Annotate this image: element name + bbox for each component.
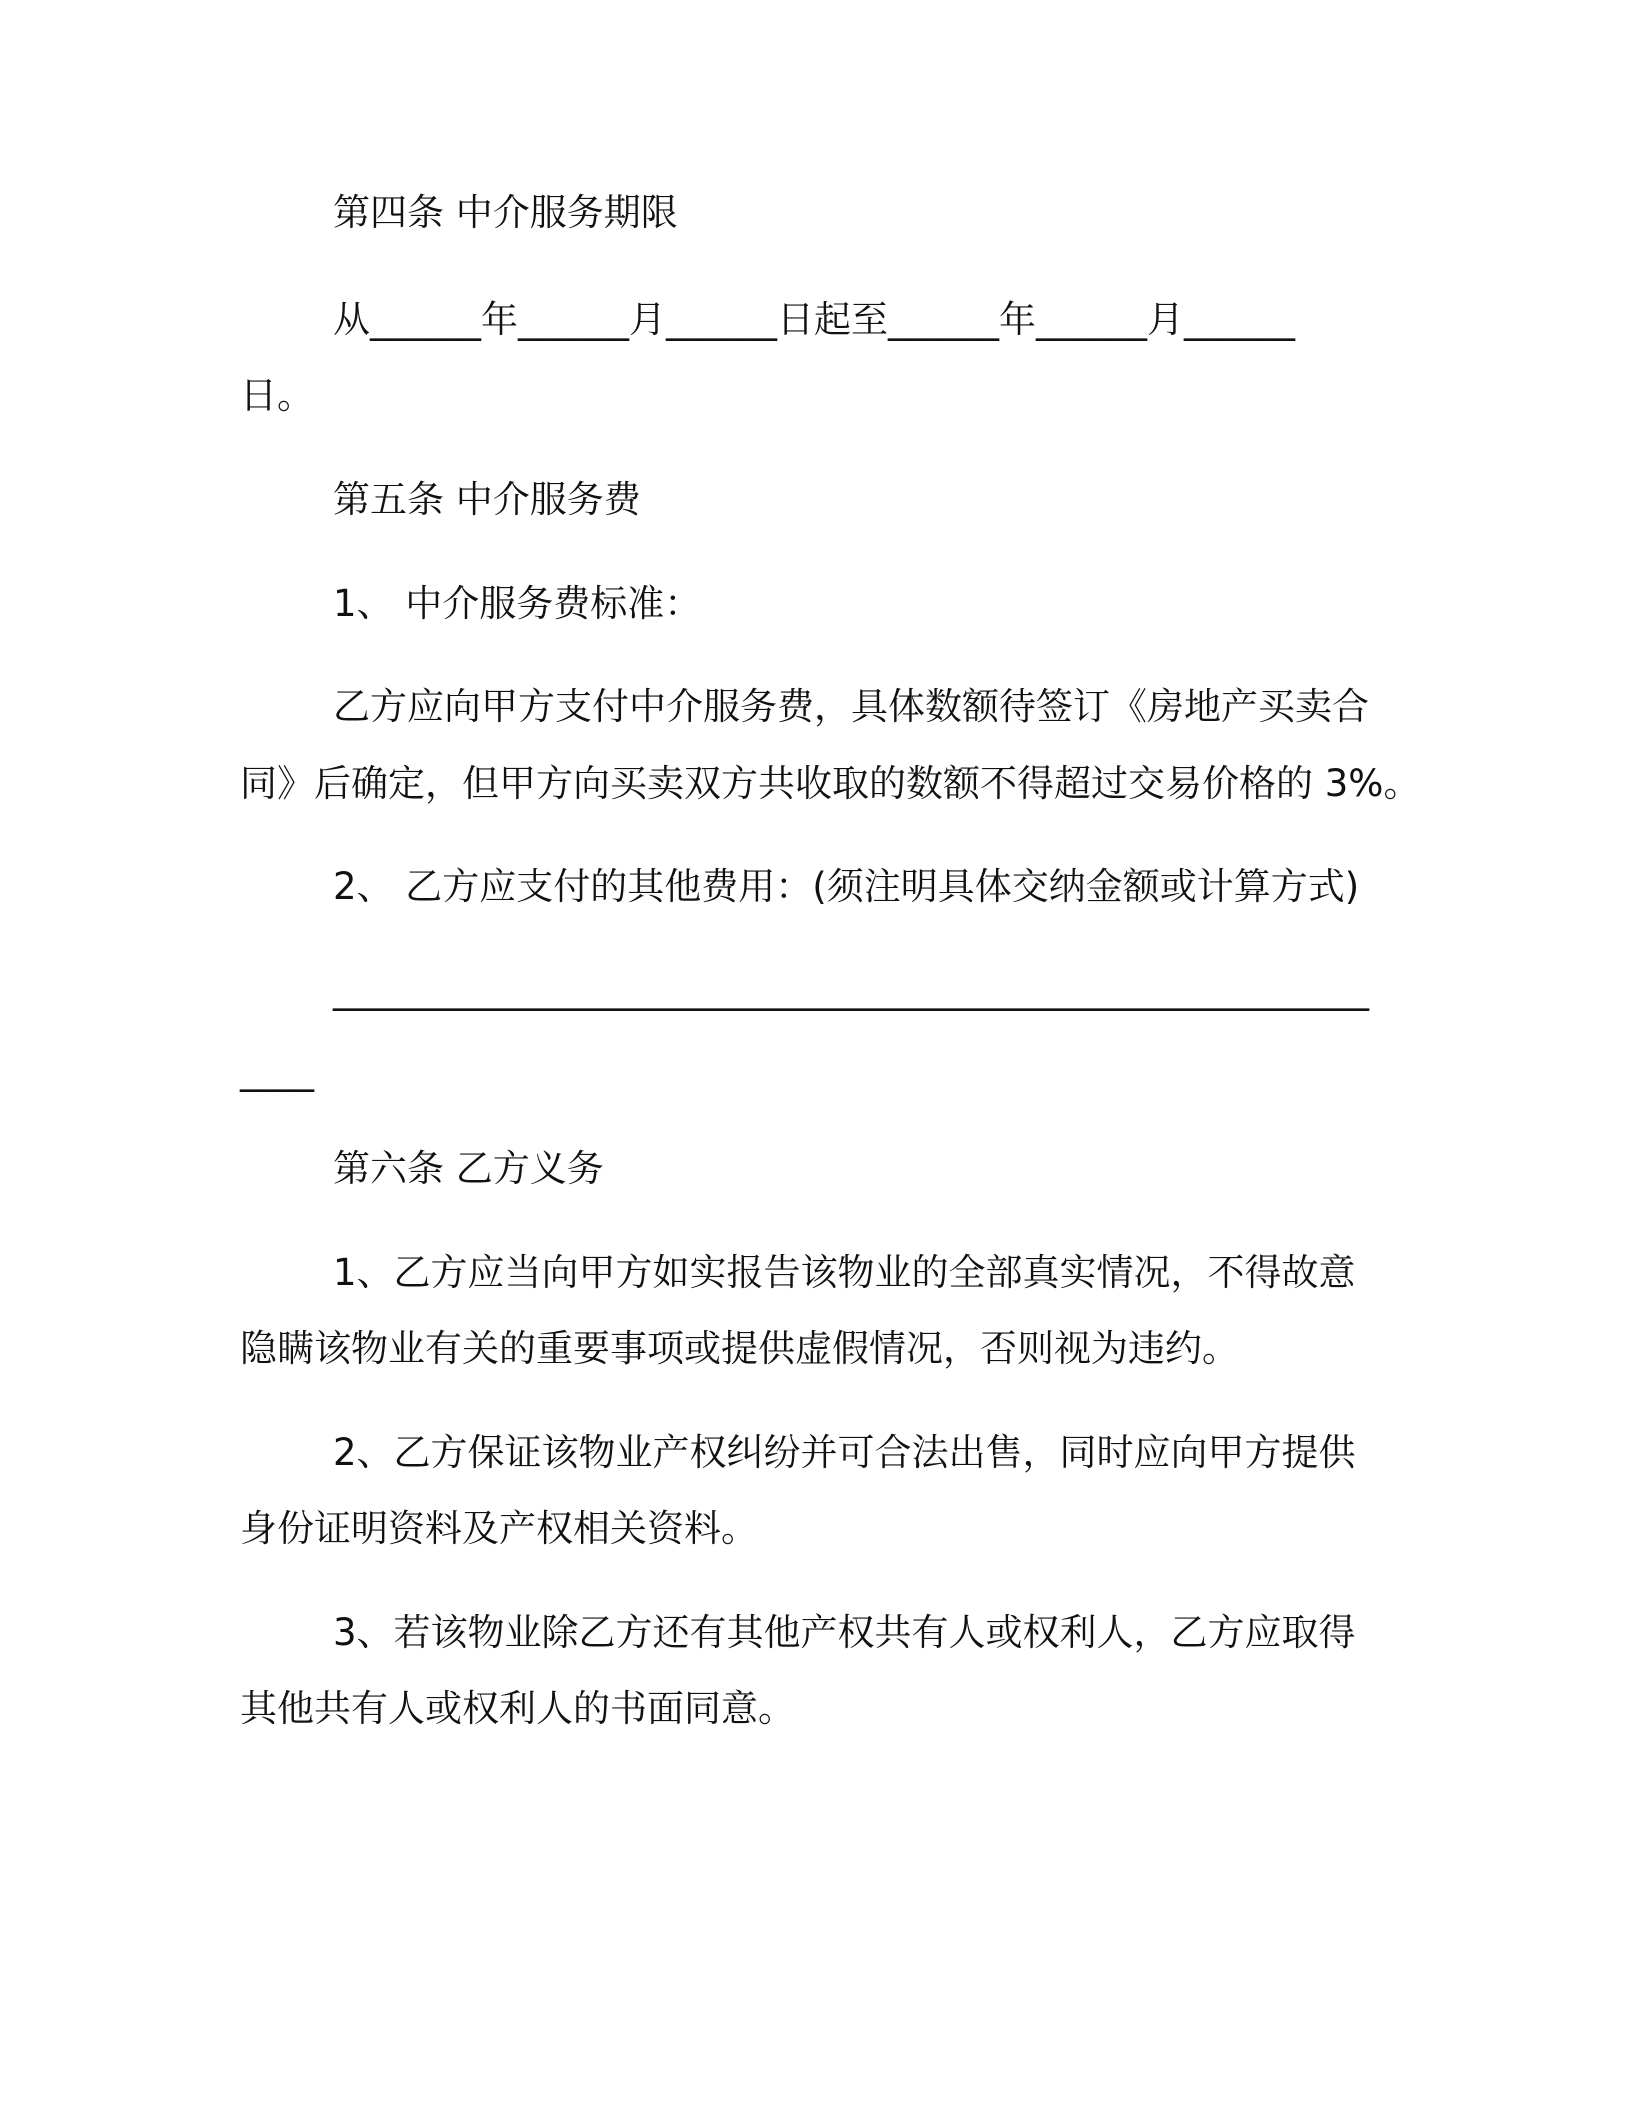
obligation-1-text-cont: 隐瞒该物业有关的重要事项或提供虚假情况，否则视为违约。 xyxy=(240,1327,1239,1370)
fee-standard-text-cont: 同》后确定，但甲方向买卖双方共收取的数额不得超过交易价格的 3%。 xyxy=(240,762,1421,805)
article-4-heading: 第四条 中介服务期限 xyxy=(333,191,678,234)
article-5-heading: 第五条 中介服务费 xyxy=(333,478,641,521)
service-period-line: 从______年______月______日起至______年______月______ xyxy=(333,298,1295,341)
obligation-2-text-cont: 身份证明资料及产权相关资料。 xyxy=(240,1507,758,1550)
fee-standard-title: 1、 中介服务费标准： xyxy=(333,582,702,625)
other-fees-title: 2、 乙方应支付的其他费用：(须注明具体交纳金额或计算方式) xyxy=(333,865,1360,908)
obligation-2-text: 2、乙方保证该物业产权纠纷并可合法出售，同时应向甲方提供 xyxy=(333,1431,1356,1474)
service-period-line-cont: 日。 xyxy=(240,374,314,417)
fee-standard-text: 乙方应向甲方支付中介服务费，具体数额待签订《房地产买卖合 xyxy=(333,685,1369,728)
obligation-1-text: 1、乙方应当向甲方如实报告该物业的全部真实情况，不得故意 xyxy=(333,1251,1356,1294)
obligation-3-text-cont: 其他共有人或权利人的书面同意。 xyxy=(240,1687,795,1730)
other-fees-blank-line: ________________________________________________________ xyxy=(333,968,1369,1011)
obligation-3-text: 3、若该物业除乙方还有其他产权共有人或权利人，乙方应取得 xyxy=(333,1611,1356,1654)
other-fees-blank-line-cont: ____ xyxy=(240,1049,314,1092)
article-6-heading: 第六条 乙方义务 xyxy=(333,1147,604,1190)
